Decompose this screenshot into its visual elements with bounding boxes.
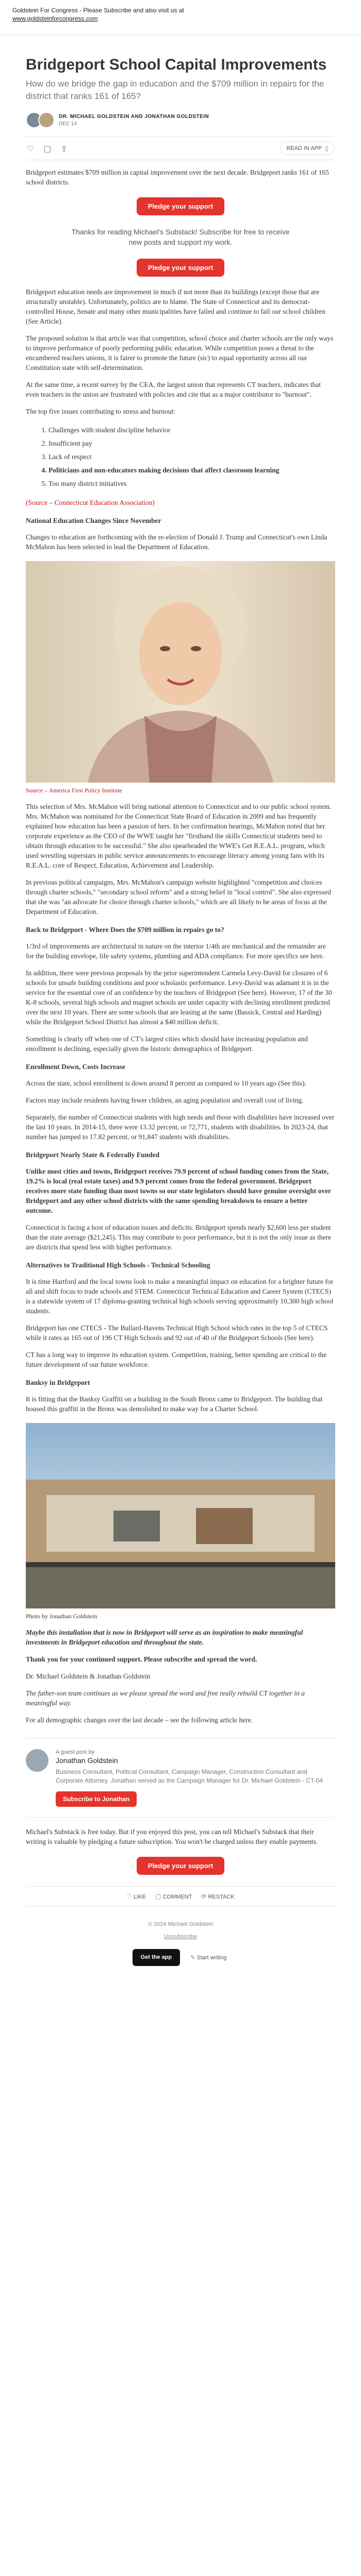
guest-author-card: [26, 1738, 335, 1807]
banksy-mural-photo[interactable]: [26, 1423, 335, 1608]
paragraph: It is time Hartford and the local towns look to make a meaningful impact on education for a brighter future for all and shift focus to trade schools and STEM. Connecticut Technical Education and Career System (CTECS) is a statewide system of 17 diploma-granting technical high schools serving approximately 10,300 high school students.: [26, 1278, 334, 1315]
mural-illustration: [26, 1423, 335, 1608]
list-item: 1. Challenges with student discipline behavior: [48, 423, 335, 437]
start-writing-label: Start writing: [196, 1955, 227, 1961]
paragraph: Maybe this installation that is now in Bridgeport will serve as an inspiration to make meaningful investments in Bridgeport education and throughout the state.: [26, 1629, 303, 1646]
restack-label: RESTACK: [208, 1894, 235, 1900]
paragraph: The father-son team continues as we please spread the word and free really rebuild CT together in a meaningful way.: [26, 1689, 305, 1707]
list-item: 3. Lack of respect: [48, 450, 335, 464]
bottom-actions: [26, 1886, 335, 1907]
guest-name[interactable]: Jonathan Goldstein: [56, 1756, 118, 1765]
paragraph: 1/3rd of improvements are architectural in nature on the interior 1/4th are mechanical and the remainder are for the building envelope, life safety systems, plumbing and ADA compliance. For more specifics see here.: [26, 942, 326, 960]
paragraph: Bridgeport education needs are improvement in much if not more than its buildings (except those that are structurally unstable). Unfortunately, politics are to blame. The State of Connecticut and its democrat-controlled House, Senate and many other municipalities have failed and continue to fail our school children (See Article).: [26, 288, 326, 325]
paragraph: In previous political campaigns, Mrs. McMahon's campaign website highlighted "competition and choices through charter schools," "secondary school reform" and a strong belief in "local control". She also expressed that she was "an advocate for choice through charter schools," which are all likely to be areas of focus at the Department of Education.: [26, 878, 331, 916]
section-heading: Alternatives to Traditional High Schools - Technical Schooling: [26, 1261, 210, 1269]
paragraph: Bridgeport has one CTECS - The Bullard-Havens Technical High School which rates in the top 5 of CTECS while it rates as 165 out of 196 CT High Schools and 92 out of 40 of the Bridgeport Schools (See here).: [26, 1324, 328, 1342]
avatar[interactable]: [26, 1749, 48, 1772]
section-heading: Enrollment Down, Costs Increase: [26, 1063, 126, 1071]
email-header: [0, 0, 361, 35]
start-writing-button[interactable]: [188, 1949, 228, 1966]
paragraph: Across the state, school enrollment is down around 8 percent as compared to 10 years ago (See this).: [26, 1079, 306, 1087]
section-heading: Back to Bridgeport - Where Does the $709 million in repairs go to?: [26, 926, 224, 934]
share-icon[interactable]: ⇪: [60, 143, 68, 154]
copyright: © 2024 Michael Goldstein: [147, 1921, 214, 1927]
list-item: 4. Politicians and non-educators making decisions that affect classroom learning: [48, 464, 335, 477]
comment-label: COMMENT: [162, 1894, 192, 1900]
post-title[interactable]: Bridgeport School Capital Improvements: [26, 56, 327, 73]
paragraph: Something is clearly off when one of CT's largest cities which should have increasing population and enrollment is declining, especially given the historic demographics of Bridgeport.: [26, 1035, 308, 1053]
author-names[interactable]: DR. MICHAEL GOLDSTEIN AND JONATHAN GOLDSTEIN: [59, 113, 209, 120]
byline: [26, 112, 335, 128]
mcmahon-portrait-image[interactable]: [26, 561, 335, 783]
paragraph: Unlike most cities and towns, Bridgeport receives 79.9 percent of school funding comes from the State, 19.2% is local (real estate taxes) and 9.9 percent comes from the federal government. Bridgeport receives more state funding than most towns so our state legislators should have genuine oversight over Bridgeport and any other school districts with the same spending breakdown to ensure a better outcome.: [26, 1167, 331, 1214]
post-actions-bar: [26, 137, 335, 160]
pen-icon: ✎: [190, 1954, 195, 1961]
list-item: 2. Insufficient pay: [48, 437, 335, 450]
post-body: [26, 167, 335, 1725]
paragraph: Bridgeport estimates $709 million in capital improvement over the next decade. Bridgeport ranks 161 of 165 school districts.: [26, 168, 329, 186]
restack-icon: ⟳: [201, 1893, 207, 1900]
pledge-button[interactable]: Pledge your support: [137, 197, 224, 215]
paragraph: Thank you for your continued support. Please subscribe and spread the word.: [26, 1655, 257, 1663]
comment-icon[interactable]: ▢: [43, 143, 52, 154]
paragraph: For all demographic changes over the last decade – see the following article here.: [26, 1716, 253, 1724]
subscribe-thanks: Thanks for reading Michael's Substack! Subscribe for free to receive new posts and support my work.: [71, 228, 290, 246]
paragraph: The top five issues contributing to stress and burnout:: [26, 408, 176, 415]
header-line-1: Goldstein For Congress - Please Subscribe and also visit us at: [12, 7, 184, 14]
post: [26, 35, 335, 1966]
read-in-app-button[interactable]: [281, 142, 334, 155]
section-heading: Bridgeport Nearly State & Federally Funded: [26, 1151, 160, 1159]
image-caption: Photo by Jonathan Goldstein: [26, 1613, 97, 1620]
heart-icon[interactable]: ♡: [27, 143, 35, 154]
paragraph: Connecticut is facing a host of education issues and deficits. Bridgeport spends nearly $2,600 less per student than the state average ($21,245). This may contribute to poor performance, but it is not the only issue as there are districts that spend less with higher performance.: [26, 1224, 332, 1251]
paragraph: At the same time, a recent survey by the CEA, the largest union that represents CT teachers, indicates that even teachers in the union are frustrated with policies and cite that as a major contributor to "burnout".: [26, 381, 321, 398]
paragraph: CT has a long way to improve its education system. Competition, training, better spending are critical to the future development of our future workforce.: [26, 1351, 327, 1368]
burnout-list: [48, 423, 335, 490]
post-subtitle: How do we bridge the gap in education and the $709 million in repairs for the district that ranks 161 of 165?: [26, 79, 324, 101]
author-avatars[interactable]: [26, 112, 55, 128]
section-heading: Banksy in Bridgeport: [26, 1379, 90, 1386]
pledge-callout: Michael's Substack is free today. But if you enjoyed this post, you can tell Michael's Substack that their writing is valuable by pledging a future subscription. You won't be charged unless they enable payments.: [26, 1817, 335, 1846]
comment-icon: ▢: [155, 1893, 161, 1900]
section-heading: National Education Changes Since November: [26, 517, 161, 524]
guest-description: Business Consultant, Political Consultant, Campaign Manager, Construction Consultant and Corporate Attorney. Jonathan served as the Campaign Manager for Dr. Michael Goldstein - CT-04: [56, 1768, 323, 1784]
restack-button[interactable]: [201, 1893, 234, 1900]
image-caption[interactable]: Source – America First Policy Institute: [26, 787, 122, 794]
avatar[interactable]: [38, 112, 55, 128]
like-label: LIKE: [134, 1894, 146, 1900]
pledge-button[interactable]: Pledge your support: [137, 1857, 224, 1875]
paragraph: In addition, there were previous proposals by the prior superintendent Carmela Levy-David for closures of 6 schools for unsafe building conditions and poor scholastic performance. Levy-David was adamant it is in the service for the essential core of an confidence by the teachers of Bridgeport (See here). However, 17 of the 30 K-8 schools, several high schools and magnet schools are under capacity with declining enrollment predicted over the next 10 years. There are some schools that are leasing at the same (Bassick, Central and Harding) while the Bridgeport School District has almost a $40 million deficit.: [26, 969, 332, 1026]
paragraph: Changes to education are forthcoming with the re-election of Donald J. Trump and Connecticut's own Linda McMahon has been selected to lead the Department of Education.: [26, 533, 327, 551]
paragraph: It is fitting that the Banksy Graffiti on a building in the South Bronx came to Bridgeport. The building that housed this graffiti in the Bronx was demolished to make way for a Charter School.: [26, 1395, 323, 1413]
paragraph: The proposed solution is that article was that competition, school choice and charter schools are the only ways to improve performance of poorly performing public education. While competition poses a threat to the encumbered teachers unions, it is fairer to promote the future (sic) to equal opportunity across all our Constitution state with self-determination.: [26, 334, 334, 371]
footer: [26, 1920, 335, 1941]
heart-icon: ♡: [126, 1893, 133, 1900]
app-promo: [26, 1949, 335, 1966]
paragraph: Dr. Michael Goldstein & Jonathan Goldstein: [26, 1672, 151, 1680]
header-line-2[interactable]: www.goldsteinforcongress.com: [12, 15, 98, 22]
paragraph: Factors may include residents having fewer children, an aging population and overall cost of living.: [26, 1096, 304, 1104]
paragraph: Separately, the number of Connecticut students with high needs and those with disabilities have increased over the last 10 years. In 2014-15, there were 13.32 percent, or 72,771, students with disabilities. In 2023-24, that number has jumped to 17.82 percent, or 91,847 students with disabilities.: [26, 1113, 335, 1141]
guest-label: A guest post by: [56, 1749, 95, 1755]
read-in-app-label: READ IN APP: [286, 145, 322, 151]
portrait-illustration: [26, 561, 335, 783]
list-item: 5. Too many district initiatives: [48, 477, 335, 490]
get-app-button[interactable]: Get the app: [133, 1949, 180, 1966]
like-button[interactable]: [126, 1893, 146, 1900]
comment-button[interactable]: [155, 1893, 192, 1900]
source-link[interactable]: (Source – Connecticut Education Association): [26, 499, 155, 506]
unsubscribe-link[interactable]: Unsubscribe: [163, 1934, 198, 1940]
subscribe-button[interactable]: Subscribe to Jonathan: [56, 1791, 137, 1807]
post-date: DEC 14: [59, 121, 77, 127]
pledge-button[interactable]: Pledge your support: [137, 259, 224, 277]
phone-icon: ▯: [325, 145, 329, 152]
paragraph: This selection of Mrs. McMahon will bring national attention to Connecticut and to our public school system. Mrs. McMahon was nominated for the Connecticut State Board of Education in 2009 and has frequently explained how education has been a passion of hers. In her confirmation hearings, McMahon noted that her corporate experience as the CEO of the WWE taught her "firsthand the skills Connecticut students need to obtain through education to be successful." She also spearheaded the WWE's Get R.E.A.L. program, which used wrestling superstars in public service announcements to encourage literacy among young fans with its R.E.A.L. core of Respect, Education, Achievement and Leadership.: [26, 803, 332, 869]
